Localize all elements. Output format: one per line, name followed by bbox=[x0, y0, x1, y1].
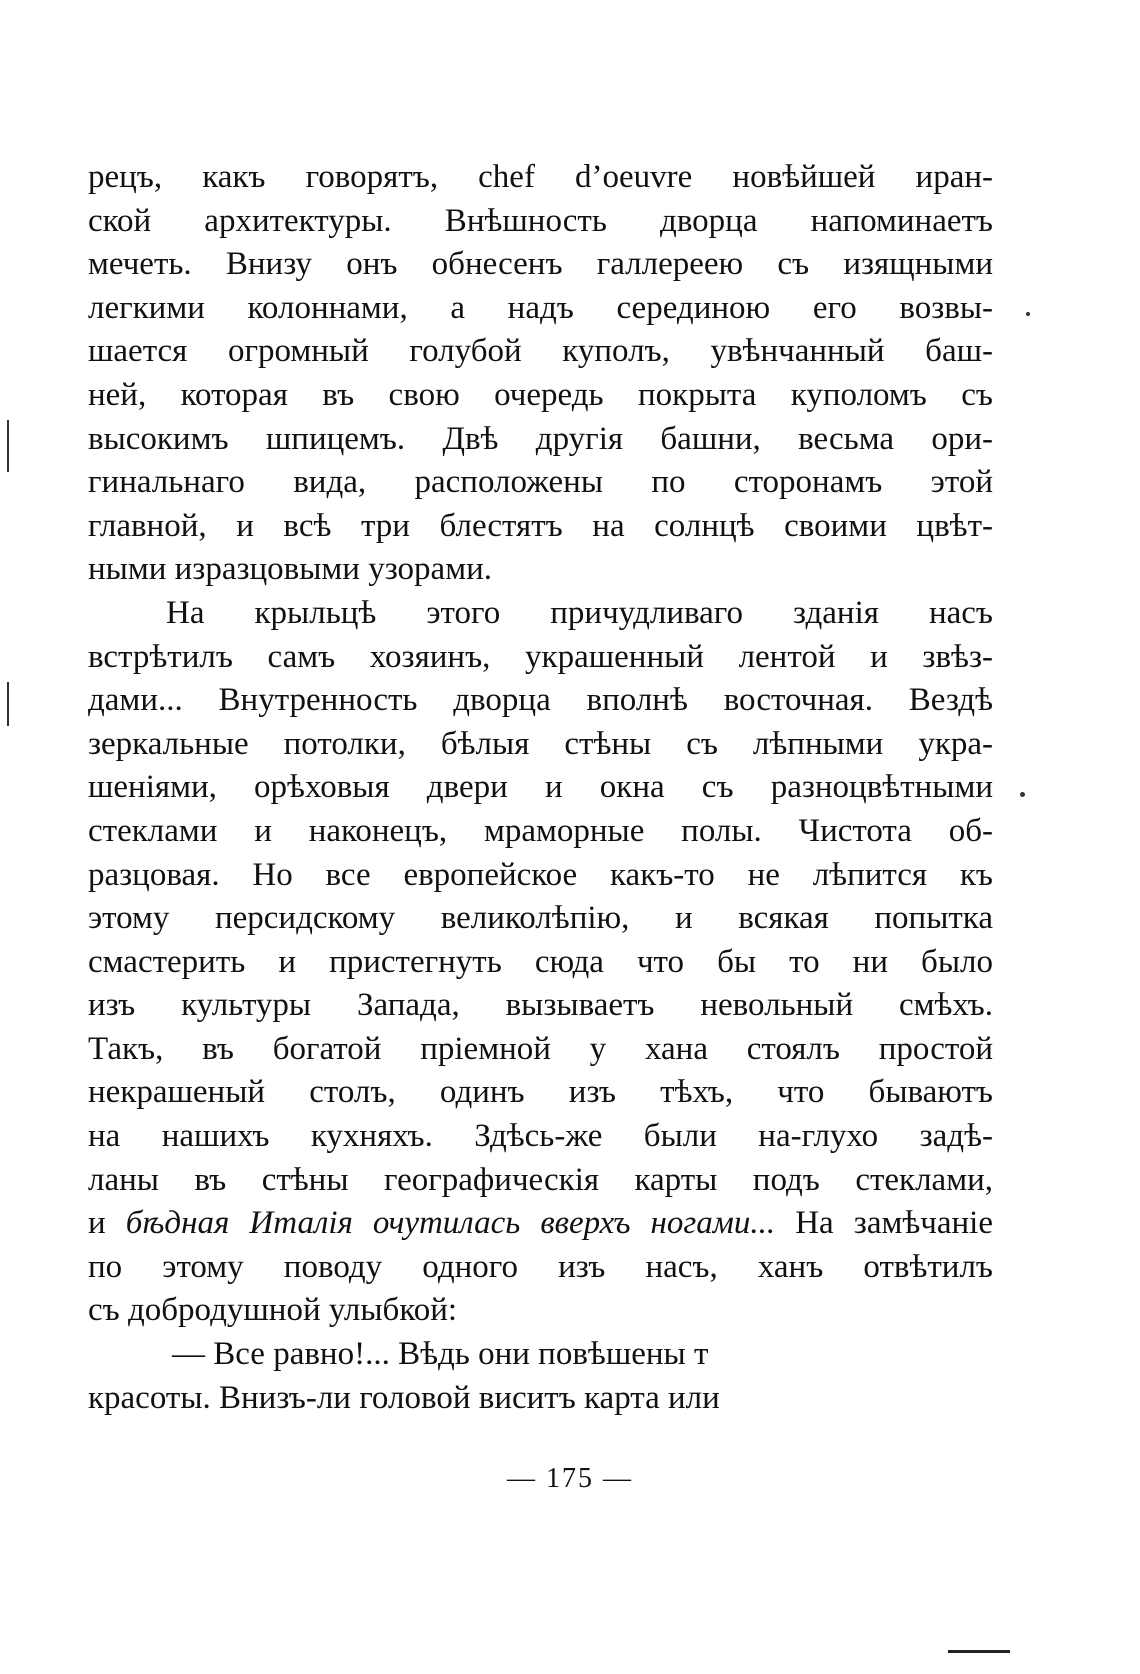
text-line: мечеть. Внизу онъ обнесенъ галлереею съ изящными bbox=[88, 246, 993, 283]
text-line: некрашеный столъ, одинъ изъ тѣхъ, что бываютъ bbox=[88, 1074, 993, 1111]
text-line: главной, и всѣ три блестятъ на солнцѣ своими цвѣт- bbox=[88, 507, 993, 544]
text-line: ской архитектуры. Внѣшность дворца напоминаетъ bbox=[88, 202, 993, 239]
text-line: разцовая. Но все европейское какъ-то не лѣпится къ bbox=[88, 856, 993, 893]
text-line: по этому поводу одного изъ насъ, ханъ отвѣтилъ bbox=[88, 1248, 993, 1285]
text-line: гинальнаго вида, расположены по сторонамъ этой bbox=[88, 464, 993, 501]
italic-phrase: бѣдная Италія очутилась вверхъ ногами... bbox=[125, 1205, 776, 1242]
margin-mark bbox=[1026, 312, 1030, 316]
body-text bbox=[88, 156, 993, 1420]
text-fragment: и bbox=[88, 1205, 126, 1242]
text-line: встрѣтилъ самъ хозяинъ, украшенный лентой и звѣз- bbox=[88, 638, 993, 675]
text-line: этому персидскому великолѣпію, и всякая попытка bbox=[88, 900, 993, 937]
text-fragment: На замѣчаніе bbox=[775, 1205, 993, 1242]
text-line: смастерить и пристегнуть сюда что бы то ни было bbox=[88, 943, 993, 980]
text-line: дами... Внутренность дворца вполнѣ восточная. Вездѣ bbox=[88, 682, 993, 719]
dialogue-line: — Все равно!... Вѣдь они повѣшены т bbox=[172, 1336, 709, 1373]
text-line: съ добродушной улыбкой: bbox=[88, 1292, 458, 1329]
text-line: зеркальные потолки, бѣлыя стѣны съ лѣпными укра- bbox=[88, 725, 993, 762]
page-number: — 175 — bbox=[507, 1463, 633, 1494]
text-line: шается огромный голубой куполъ, увѣнчанный баш- bbox=[88, 333, 993, 370]
text-line: на нашихъ кухняхъ. Здѣсь-же были на-глухо задѣ- bbox=[88, 1118, 993, 1155]
text-line: ней, которая въ свою очередь покрыта куполомъ съ bbox=[88, 376, 993, 413]
margin-mark bbox=[7, 682, 9, 726]
margin-mark bbox=[1020, 792, 1025, 797]
paragraph-start-line: На крыльцѣ этого причудливаго зданія насъ bbox=[166, 594, 993, 631]
text-line: красоты. Внизъ-ли головой виситъ карта или bbox=[88, 1379, 720, 1416]
margin-mark bbox=[7, 420, 9, 472]
text-line: рецъ, какъ говорятъ, chef d’oeuvre новѣйшей иран- bbox=[88, 159, 993, 195]
text-line-with-italic bbox=[88, 1202, 993, 1246]
text-line: ными изразцовыми узорами. bbox=[88, 551, 492, 588]
bottom-rule bbox=[948, 1650, 1010, 1653]
text-line: стеклами и наконецъ, мраморные полы. Чистота об- bbox=[88, 812, 993, 849]
text-line: высокимъ шпицемъ. Двѣ другія башни, весьма ори- bbox=[88, 420, 993, 457]
text-line: ланы въ стѣны географическія карты подъ стеклами, bbox=[88, 1161, 993, 1198]
text-line: Такъ, въ богатой пріемной у хана стоялъ простой bbox=[88, 1030, 993, 1067]
text-line: изъ культуры Запада, вызываетъ невольный смѣхъ. bbox=[88, 987, 993, 1024]
text-line: легкими колоннами, а надъ серединою его возвы- bbox=[88, 289, 993, 326]
text-line: шеніями, орѣховыя двери и окна съ разноцвѣтными bbox=[88, 769, 993, 806]
